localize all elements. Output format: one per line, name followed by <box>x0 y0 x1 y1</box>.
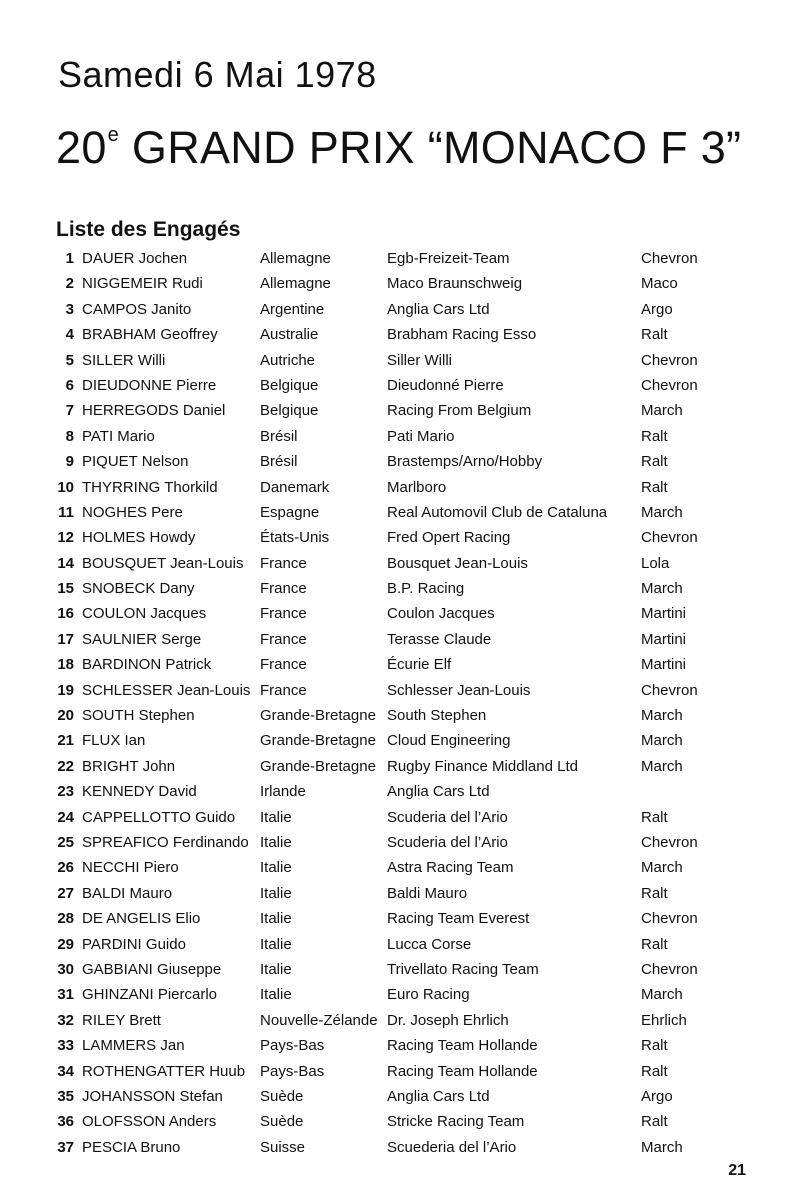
entrant-team: Anglia Cars Ltd <box>387 1087 490 1105</box>
driver-country: Italie <box>260 833 292 851</box>
driver-name: BALDI Mauro <box>82 884 173 902</box>
car-make: Maco <box>641 275 678 293</box>
entry-number: 11 <box>58 503 74 521</box>
car-make: March <box>641 732 683 750</box>
entrant-team: Dieudonné Pierre <box>387 376 504 394</box>
driver-name: SOUTH Stephen <box>82 707 195 725</box>
entry-number: 7 <box>65 402 74 420</box>
list-item <box>0 754 788 779</box>
entry-number: 23 <box>57 783 74 801</box>
driver-name: OLOFSSON Anders <box>82 1113 217 1131</box>
entrant-team: Dr. Joseph Ehrlich <box>387 1011 509 1029</box>
entry-number: 25 <box>57 833 74 851</box>
entry-number: 27 <box>57 884 74 902</box>
entrant-team: Egb-Freizeit-Team <box>387 250 510 267</box>
driver-country: Irlande <box>260 783 306 801</box>
entrant-team: Racing Team Hollande <box>387 1037 538 1055</box>
list-item <box>0 1135 788 1160</box>
car-make: Chevron <box>641 351 698 369</box>
list-item <box>0 322 788 347</box>
entrant-team: Rugby Finance Middland Ltd <box>387 757 578 775</box>
driver-name: NOGHES Pere <box>82 503 183 521</box>
driver-country: France <box>260 656 307 674</box>
list-item <box>0 678 788 703</box>
list-item <box>0 703 788 728</box>
driver-country: Grande-Bretagne <box>260 757 376 775</box>
driver-country: Italie <box>260 935 292 953</box>
car-make: Ralt <box>641 1113 668 1131</box>
driver-country: Argentine <box>260 300 325 318</box>
car-make: Chevron <box>641 529 698 547</box>
car-make: Ralt <box>641 1037 668 1055</box>
driver-name: PIQUET Nelson <box>82 453 189 471</box>
car-make: Chevron <box>641 376 698 394</box>
entry-number: 34 <box>57 1062 74 1080</box>
car-make: Lola <box>641 554 670 572</box>
list-item <box>0 881 788 906</box>
entrant-team: Baldi Mauro <box>387 884 468 902</box>
driver-country: Pays-Bas <box>260 1062 325 1080</box>
list-item <box>0 348 788 373</box>
driver-name: SCHLESSER Jean-Louis <box>82 681 251 699</box>
entry-number: 5 <box>65 351 74 369</box>
entry-number: 15 <box>57 580 74 598</box>
list-item <box>0 500 788 525</box>
driver-country: Belgique <box>260 402 319 420</box>
driver-name: BRABHAM Geoffrey <box>82 326 218 344</box>
entrant-team: Stricke Racing Team <box>387 1113 525 1131</box>
entrant-team: Scuderia del l’Ario <box>387 833 508 851</box>
entrant-team: Fred Opert Racing <box>387 529 511 547</box>
car-make: March <box>641 580 683 598</box>
entrant-team: Racing From Belgium <box>387 402 532 420</box>
driver-country: Australie <box>260 326 319 344</box>
entry-number: 9 <box>65 453 74 471</box>
car-make: Ralt <box>641 884 668 902</box>
entrant-team: Racing Team Hollande <box>387 1062 538 1080</box>
entry-number: 31 <box>57 986 74 1004</box>
list-item <box>0 271 788 296</box>
entrant-team: Schlesser Jean-Louis <box>387 681 531 699</box>
entry-number: 4 <box>65 326 74 344</box>
list-item <box>0 855 788 880</box>
entry-number: 30 <box>57 960 74 978</box>
entrant-team: Brabham Racing Esso <box>387 326 537 344</box>
driver-country: France <box>260 554 307 572</box>
list-item <box>0 652 788 677</box>
list-item <box>0 398 788 423</box>
driver-country: Brésil <box>260 453 298 471</box>
entrant-team: B.P. Racing <box>387 580 465 598</box>
entry-number: 22 <box>57 757 74 775</box>
driver-name: HOLMES Howdy <box>82 529 196 547</box>
list-item <box>0 1059 788 1084</box>
entrant-team: Maco Braunschweig <box>387 275 523 293</box>
driver-name: SPREAFICO Ferdinando <box>82 833 249 851</box>
entrant-team: Anglia Cars Ltd <box>387 783 490 801</box>
driver-country: Grande-Bretagne <box>260 732 376 750</box>
car-make: Ralt <box>641 453 668 471</box>
list-item <box>0 830 788 855</box>
driver-name: LAMMERS Jan <box>82 1037 185 1055</box>
entrant-team: Coulon Jacques <box>387 605 495 623</box>
entry-number: 14 <box>57 554 74 572</box>
list-item <box>0 906 788 931</box>
entrant-team: Brastemps/Arno/Hobby <box>387 453 543 471</box>
entrant-team: Anglia Cars Ltd <box>387 300 490 318</box>
entry-list <box>0 246 788 1160</box>
entry-number: 8 <box>65 427 74 445</box>
car-make: March <box>641 503 683 521</box>
list-item <box>0 525 788 550</box>
entrant-team: Écurie Elf <box>387 656 452 674</box>
driver-country: France <box>260 605 307 623</box>
car-make: Martini <box>641 605 687 623</box>
list-item <box>0 246 788 271</box>
entrant-team: South Stephen <box>387 707 487 725</box>
car-make: Chevron <box>641 910 698 928</box>
car-make: Chevron <box>641 960 698 978</box>
entry-number: 3 <box>65 300 74 318</box>
driver-country: Pays-Bas <box>260 1037 325 1055</box>
driver-country: France <box>260 681 307 699</box>
car-make: Ralt <box>641 427 668 445</box>
driver-name: SILLER Willi <box>82 351 166 369</box>
driver-country: Italie <box>260 884 292 902</box>
entry-number: 37 <box>57 1138 74 1156</box>
driver-name: SNOBECK Dany <box>82 580 195 598</box>
entrant-team: Scuderia del l’Ario <box>387 808 508 826</box>
car-make: Chevron <box>641 681 698 699</box>
driver-country: Italie <box>260 808 292 826</box>
driver-country: Autriche <box>260 351 316 369</box>
entrant-team: Bousquet Jean-Louis <box>387 554 528 572</box>
driver-name: CAMPOS Janito <box>82 300 192 318</box>
car-make: March <box>641 707 683 725</box>
driver-name: FLUX Ian <box>82 732 146 750</box>
driver-name: BRIGHT John <box>82 757 176 775</box>
title-edition-suffix: e <box>107 124 120 146</box>
list-item <box>0 424 788 449</box>
event-date: Samedi 6 Mai 1978 <box>58 54 377 95</box>
driver-name: GABBIANI Giuseppe <box>82 960 222 978</box>
list-item <box>0 551 788 576</box>
entrant-team: Cloud Engineering <box>387 732 511 750</box>
entrant-team: Pati Mario <box>387 427 455 445</box>
driver-country: Grande-Bretagne <box>260 707 376 725</box>
driver-name: DE ANGELIS Elio <box>82 910 201 928</box>
driver-name: THYRRING Thorkild <box>82 478 218 496</box>
driver-name: COULON Jacques <box>82 605 207 623</box>
car-make: Ralt <box>641 935 668 953</box>
driver-name: CAPPELLOTTO Guido <box>82 808 236 826</box>
driver-country: Suisse <box>260 1138 306 1156</box>
driver-name: BARDINON Patrick <box>82 656 212 674</box>
driver-country: Allemagne <box>260 250 331 267</box>
entry-number: 36 <box>57 1113 74 1131</box>
entry-number: 26 <box>57 859 74 877</box>
entry-number: 32 <box>57 1011 74 1029</box>
driver-country: Suède <box>260 1087 304 1105</box>
entry-number: 19 <box>57 681 74 699</box>
driver-country: Italie <box>260 859 292 877</box>
driver-name: ROTHENGATTER Huub <box>82 1062 246 1080</box>
car-make: March <box>641 402 683 420</box>
driver-name: SAULNIER Serge <box>82 630 202 648</box>
car-make: Ralt <box>641 478 668 496</box>
entry-number: 20 <box>57 707 74 725</box>
entrant-team: Terasse Claude <box>387 630 492 648</box>
entry-number: 29 <box>57 935 74 953</box>
list-item <box>0 1084 788 1109</box>
car-make: Martini <box>641 630 687 648</box>
entry-number: 24 <box>57 808 74 826</box>
driver-country: Allemagne <box>260 275 331 293</box>
driver-country: Espagne <box>260 503 320 521</box>
entry-number: 33 <box>57 1037 74 1055</box>
list-item <box>0 728 788 753</box>
list-item <box>0 373 788 398</box>
list-item <box>0 601 788 626</box>
driver-country: Italie <box>260 986 292 1004</box>
list-item <box>0 805 788 830</box>
list-item <box>0 1008 788 1033</box>
list-item <box>0 449 788 474</box>
driver-name: JOHANSSON Stefan <box>82 1087 223 1105</box>
driver-name: KENNEDY David <box>82 783 197 801</box>
page-number: 21 <box>728 1162 746 1179</box>
car-make: Chevron <box>641 833 698 851</box>
car-make: Argo <box>641 1087 673 1105</box>
driver-country: France <box>260 630 307 648</box>
driver-name: PESCIA Bruno <box>82 1138 181 1156</box>
driver-name: RILEY Brett <box>82 1011 161 1029</box>
list-item <box>0 957 788 982</box>
entrant-team: Racing Team Everest <box>387 910 530 928</box>
car-make: March <box>641 757 683 775</box>
car-make: Ralt <box>641 326 668 344</box>
driver-country: Danemark <box>260 478 330 496</box>
list-item <box>0 475 788 500</box>
section-title: Liste des Engagés <box>56 218 241 241</box>
list-item <box>0 627 788 652</box>
driver-country: États-Unis <box>260 529 330 547</box>
driver-name: NECCHI Piero <box>82 859 179 877</box>
driver-country: Brésil <box>260 427 298 445</box>
car-make: Ralt <box>641 808 668 826</box>
entry-number: 35 <box>57 1087 74 1105</box>
entry-number: 17 <box>57 630 74 648</box>
entry-number: 21 <box>57 732 74 750</box>
entrant-team: Marlboro <box>387 478 447 496</box>
event-title <box>56 122 741 174</box>
driver-name: BOUSQUET Jean-Louis <box>82 554 244 572</box>
driver-name: DIEUDONNE Pierre <box>82 376 217 394</box>
list-item <box>0 982 788 1007</box>
list-item <box>0 1109 788 1134</box>
entry-number: 12 <box>57 529 74 547</box>
driver-name: NIGGEMEIR Rudi <box>82 275 203 293</box>
car-make: March <box>641 859 683 877</box>
list-item <box>0 297 788 322</box>
driver-name: GHINZANI Piercarlo <box>82 986 218 1004</box>
entry-number: 6 <box>65 376 74 394</box>
entrant-team: Trivellato Racing Team <box>387 960 539 978</box>
driver-country: France <box>260 580 307 598</box>
list-item <box>0 932 788 957</box>
driver-name: DAUER Jochen <box>82 250 188 267</box>
driver-name: PARDINI Guido <box>82 935 186 953</box>
entry-number: 28 <box>57 910 74 928</box>
entrant-team: Astra Racing Team <box>387 859 514 877</box>
list-item <box>0 1033 788 1058</box>
driver-name: HERREGODS Daniel <box>82 402 226 420</box>
entry-number: 10 <box>57 478 74 496</box>
entrant-team: Siller Willi <box>387 351 452 369</box>
driver-country: Belgique <box>260 376 319 394</box>
car-make: Martini <box>641 656 687 674</box>
entrant-team: Real Automovil Club de Cataluna <box>387 503 608 521</box>
list-item <box>0 576 788 601</box>
list-item <box>0 779 788 804</box>
car-make: Ralt <box>641 1062 668 1080</box>
title-edition-number: 20 <box>56 122 107 173</box>
entry-number: 1 <box>65 250 74 267</box>
entrant-team: Euro Racing <box>387 986 470 1004</box>
car-make: Ehrlich <box>641 1011 687 1029</box>
driver-country: Nouvelle-Zélande <box>260 1011 378 1029</box>
driver-country: Suède <box>260 1113 304 1131</box>
car-make: Chevron <box>641 250 698 267</box>
driver-name: PATI Mario <box>82 427 155 445</box>
entry-number: 18 <box>57 656 74 674</box>
entry-number: 16 <box>57 605 74 623</box>
entrant-team: Scuederia del l’Ario <box>387 1138 517 1156</box>
car-make: March <box>641 986 683 1004</box>
entrant-team: Lucca Corse <box>387 935 472 953</box>
title-event-name: GRAND PRIX “MONACO F 3” <box>119 122 742 173</box>
entry-number: 2 <box>65 275 74 293</box>
car-make: Argo <box>641 300 673 318</box>
driver-country: Italie <box>260 910 292 928</box>
car-make: March <box>641 1138 683 1156</box>
driver-country: Italie <box>260 960 292 978</box>
